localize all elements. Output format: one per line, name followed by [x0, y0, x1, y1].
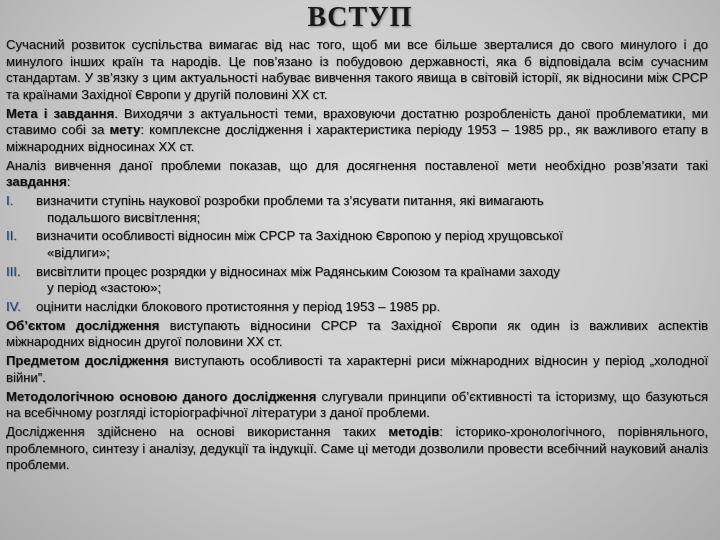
methods-keyword: методів [388, 423, 440, 439]
task-text-continued: у період «застою»; [47, 280, 162, 296]
goal-text-1: . Виходячи з актуальності теми, враховуючи достатню розробленість даної проблематики, ми ставимо собі за [6, 105, 709, 138]
intro-paragraph: Сучасний розвиток суспільства вимагає від нас того, щоб ми все більше зверталися до свого минулого і до минулого інших країн та народів. Це пов’язано із побудовою державності, яка б відповідала всім сучасним стандартам. У зв’язку з цим актуальності набуває вивчення такого явища в світовій історії, як відносини між СРСР та країнами Західної Європи у другій половині ХХ ст. [6, 37, 708, 102]
task-marker: IV. [6, 299, 21, 315]
goal-text-2: : комплексне дослідження і характеристика періоду 1953 – 1985 рр., як важливого етапу в міжнародних відносинах ХХ ст. [6, 122, 708, 154]
task-item [6, 228, 708, 261]
task-text: визначити особливості відносин між СРСР та Західною Європою у період хрущовської [36, 228, 563, 244]
object-text: виступають відносини СРСР та Західної Європи як один із важливих аспектів міжнародних відносин другої половини ХХ ст. [6, 317, 708, 350]
methods-paragraph [6, 424, 708, 474]
subject-paragraph [6, 353, 708, 386]
subject-text: виступають особливості та характерні риси міжнародних відносин у період „холодної війни”. [6, 353, 708, 385]
tasks-intro-paragraph [6, 158, 708, 191]
goal-keyword: мету [109, 122, 141, 138]
task-text-continued: подальшого висвітлення; [47, 209, 201, 225]
goal-heading: Мета і завдання [6, 105, 115, 121]
methods-text-2: : історико-хронологічного, порівняльного, проблемного, синтезу і аналізу, дедукції та індукції. Саме ці методи дозволили провести всебічний науковий аналіз проблеми. [6, 423, 708, 473]
tasks-intro-text: Аналіз вивчення даної проблеми показав, що для досягнення поставленої мети необхідно розв’язати такі [6, 157, 708, 173]
task-text: оцінити наслідки блокового протистояння у період 1953 – 1985 рр. [36, 299, 441, 315]
object-paragraph [6, 318, 708, 351]
object-heading: Об’єктом дослідження [6, 317, 160, 333]
task-text: визначити ступінь наукової розробки проблеми та з’ясувати питання, які вимагають [36, 192, 544, 208]
methodology-heading: Методологічною основою даного дослідження [6, 388, 317, 404]
methodology-paragraph [6, 389, 708, 422]
task-item [6, 264, 708, 297]
methodology-text: слугували принципи об’єктивності та історизму, що базуються на всебічному розгляді історіографічної літератури з даної проблеми. [6, 388, 708, 421]
task-text-continued: «відлиги»; [47, 244, 110, 260]
subject-heading: Предметом дослідження [6, 353, 169, 369]
tasks-keyword: завдання [6, 174, 67, 190]
slide-body [6, 37, 708, 476]
task-marker: III. [6, 263, 21, 279]
task-marker: I. [6, 192, 14, 208]
methods-text-1: Дослідження здійснено на основі використання таких [6, 423, 389, 439]
task-item [6, 299, 708, 316]
task-marker: II. [6, 228, 17, 244]
goal-paragraph [6, 106, 708, 156]
slide-title: ВСТУП [307, 2, 413, 33]
task-text: висвітлити процес розрядки у відносинах між Радянським Союзом та країнами заходу [36, 263, 560, 279]
tasks-intro-tail: : [66, 174, 71, 190]
task-item [6, 193, 708, 226]
